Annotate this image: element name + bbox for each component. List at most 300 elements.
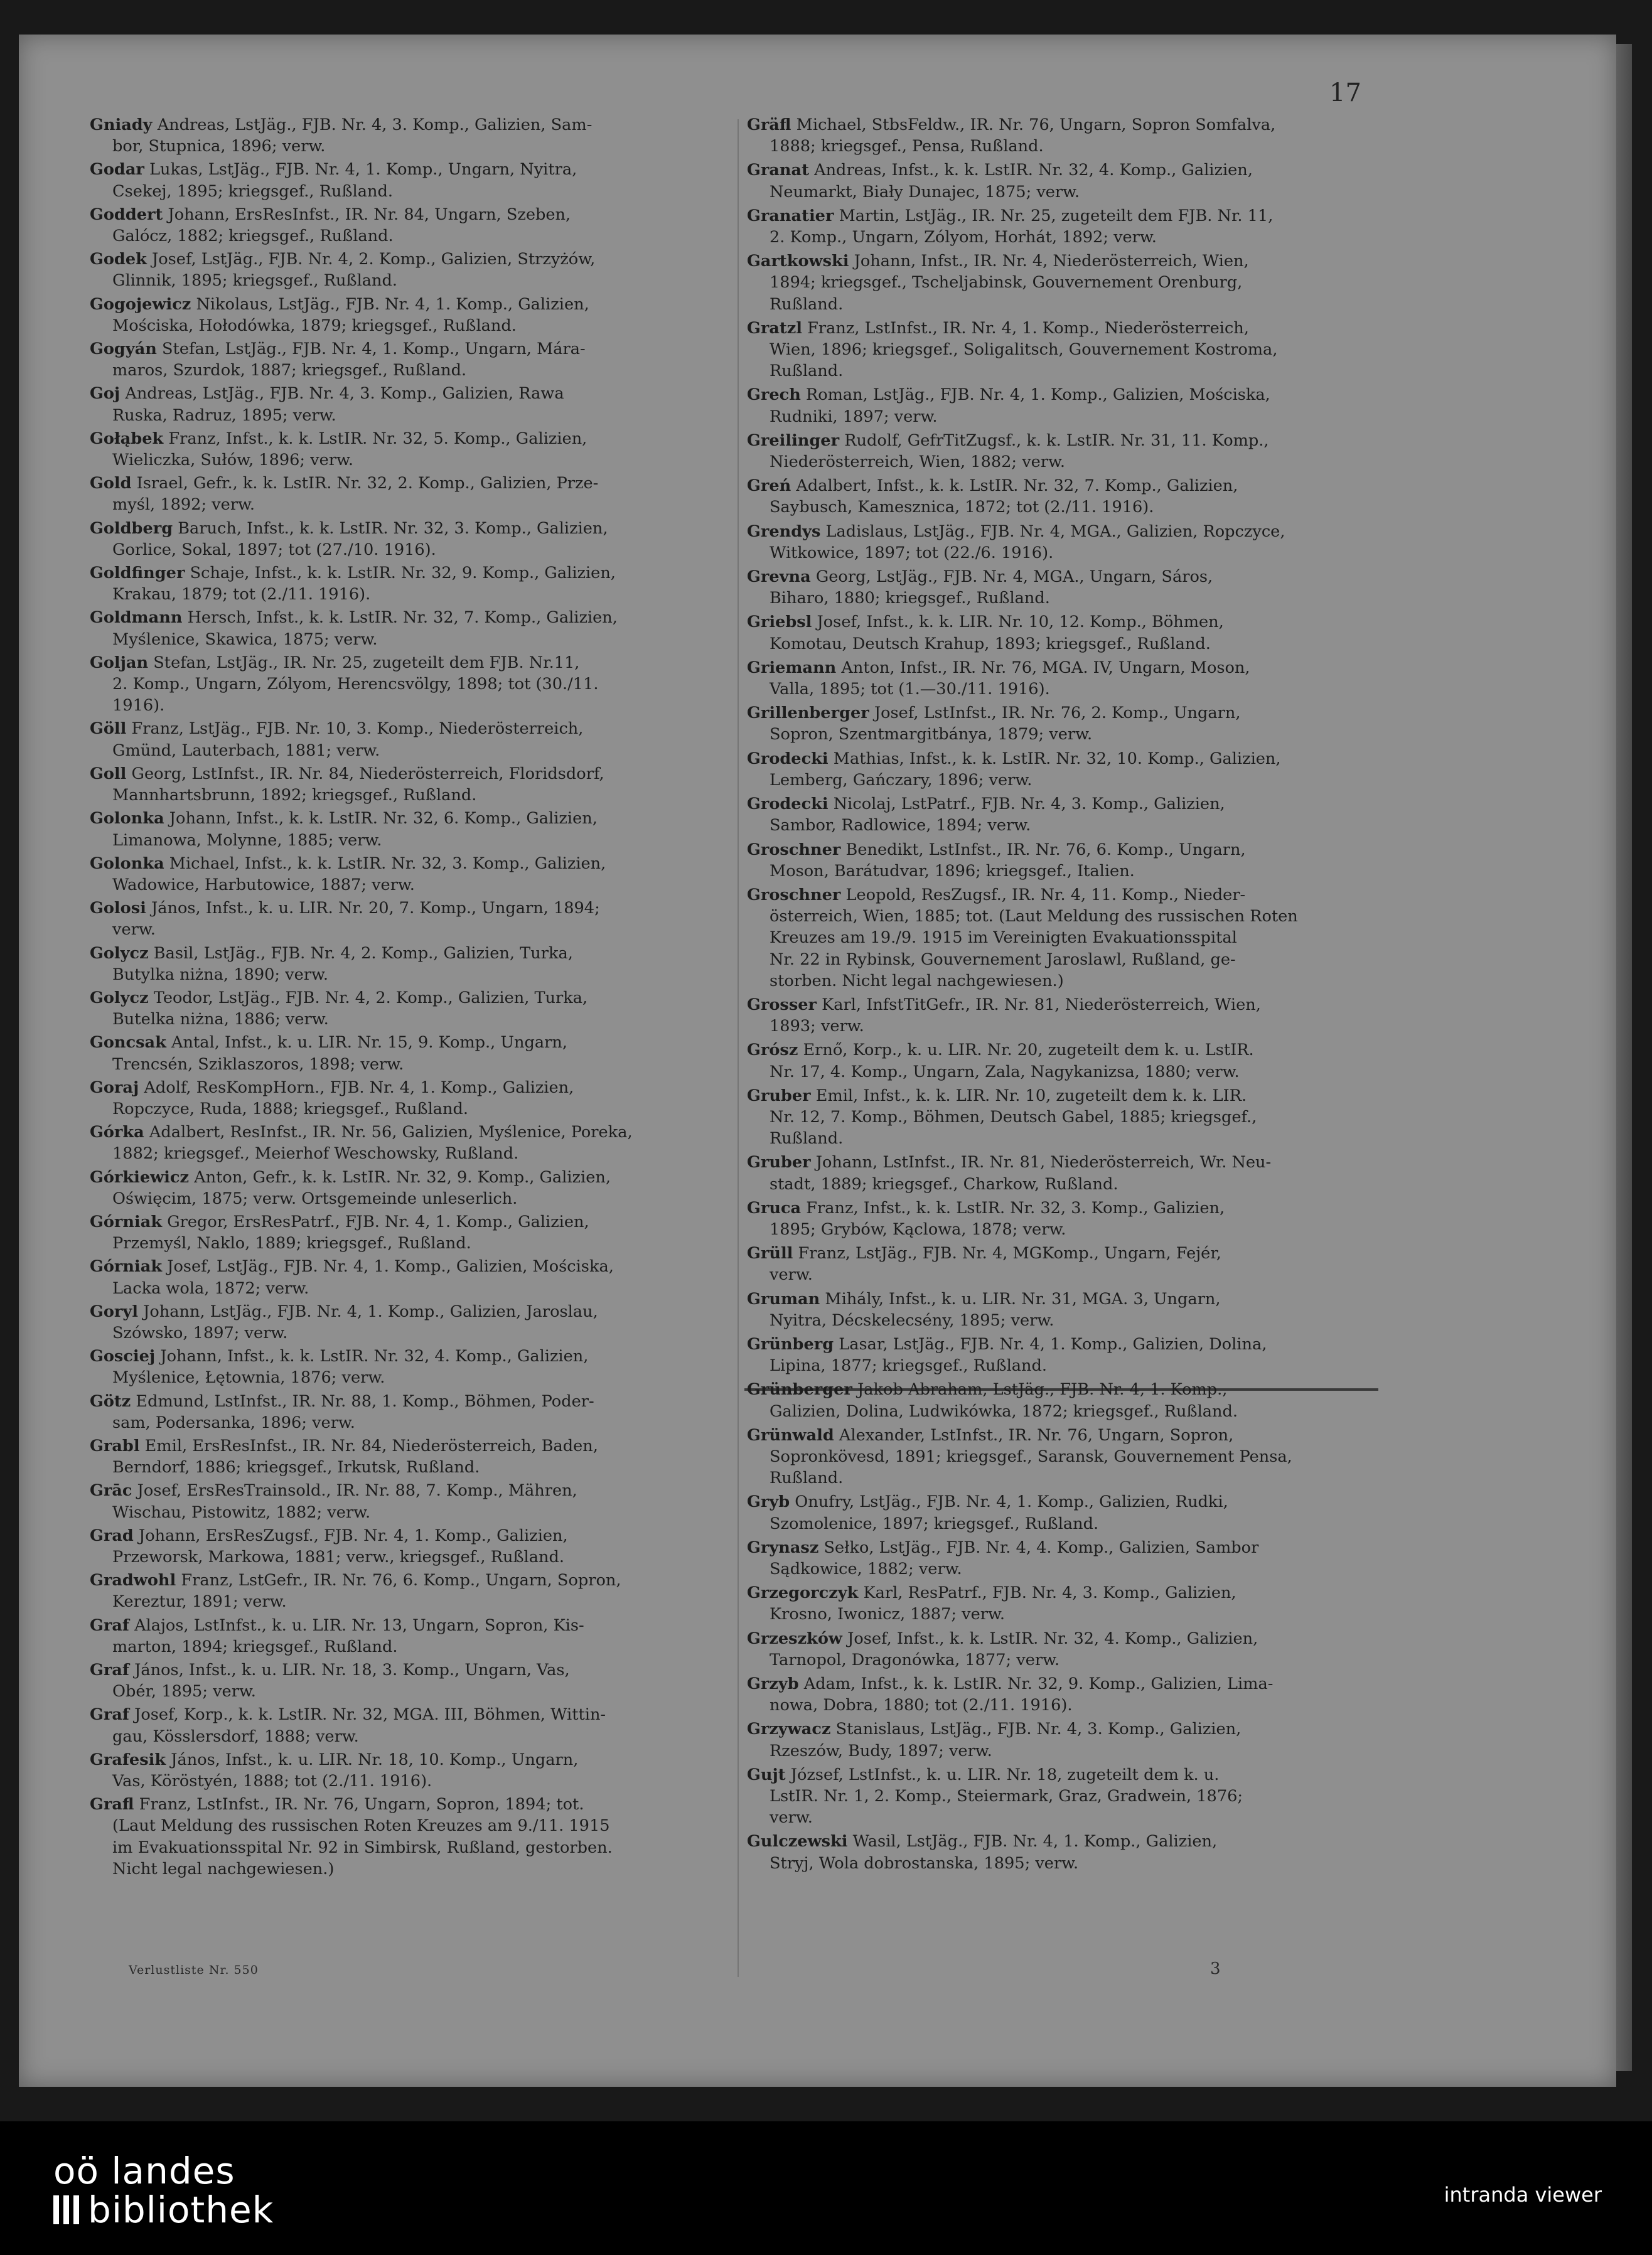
entry-surname: Graf	[90, 1705, 129, 1725]
entry-first-line: Grosser Karl, InfstTitGefr., IR. Nr. 81, Niederösterreich, Wien,	[747, 995, 1261, 1014]
entry-line: Limanowa, Molynne, 1885; verw.	[112, 830, 382, 850]
entry-first-line: Gruber Johann, LstInfst., IR. Nr. 81, Niederösterreich, Wr. Neu-	[747, 1153, 1272, 1172]
entry-first-line: Gniady Andreas, LstJäg., FJB. Nr. 4, 3. Komp., Galizien, Sam-	[90, 115, 593, 134]
entry-first-line: Goldmann Hersch, Infst., k. k. LstIR. Nr. 32, 7. Komp., Galizien,	[90, 608, 618, 628]
entry-surname: Gartkowski	[747, 252, 849, 271]
entry-first-line: Gratzl Franz, LstInfst., IR. Nr. 4, 1. Komp., Niederösterreich,	[747, 318, 1249, 338]
entry-first-line: Gryb Onufry, LstJäg., FJB. Nr. 4, 1. Komp., Galizien, Rudki,	[747, 1492, 1228, 1512]
list-entry	[90, 562, 724, 605]
entry-line: Krosno, Iwonicz, 1887; verw.	[770, 1605, 1005, 1624]
entry-first-line: Goraj Adolf, ResKompHorn., FJB. Nr. 4, 1. Komp., Galizien,	[90, 1078, 574, 1097]
entry-line: 1895; Grybów, Kąclowa, 1878; verw.	[770, 1219, 1066, 1239]
entry-line: storben. Nicht legal nachgewiesen.)	[770, 971, 1064, 990]
entry-surname: Götz	[90, 1391, 131, 1411]
entry-surname: Grünberg	[747, 1334, 834, 1354]
list-entry	[747, 1673, 1381, 1716]
entry-line: Neumarkt, Biały Dunajec, 1875; verw.	[770, 182, 1080, 201]
entry-first-line: Gartkowski Johann, Infst., IR. Nr. 4, Niederösterreich, Wien,	[747, 252, 1249, 271]
entry-surname: Grodecki	[747, 749, 829, 768]
entry-first-line: Graf Alajos, LstInfst., k. u. LIR. Nr. 13, Ungarn, Sopron, Kis-	[90, 1615, 584, 1635]
entry-surname: Gogojewicz	[90, 294, 191, 314]
entry-line: Przeworsk, Markowa, 1881; verw., kriegsgef., Rußland.	[112, 1548, 564, 1567]
entry-first-line: Gosciej Johann, Infst., k. k. LstIR. Nr. 32, 4. Komp., Galizien,	[90, 1347, 589, 1366]
list-entry	[90, 1032, 724, 1074]
entry-first-line: Gulczewski Wasil, LstJäg., FJB. Nr. 4, 1. Komp., Galizien,	[747, 1832, 1218, 1851]
list-entry	[90, 518, 724, 560]
entry-line: Nicht legal nachgewiesen.)	[112, 1859, 335, 1878]
list-entry	[90, 1077, 724, 1120]
entry-first-line: Goljan Stefan, LstJäg., IR. Nr. 25, zugeteilt dem FJB. Nr.11,	[90, 653, 580, 672]
viewer-label[interactable]: intranda viewer	[1444, 2183, 1602, 2207]
entry-line: Lacka wola, 1872; verw.	[112, 1278, 309, 1298]
left-column	[90, 114, 724, 1880]
entry-line: Wien, 1896; kriegsgef., Soligalitsch, Gouvernement Kostroma,	[770, 340, 1278, 360]
entry-surname: Groschner	[747, 885, 841, 904]
entry-surname: Graf	[90, 1661, 129, 1680]
entry-first-line: Göll Franz, LstJäg., FJB. Nr. 10, 3. Komp., Niederösterreich,	[90, 719, 584, 739]
entry-line: Nyitra, Décskelecsény, 1895; verw.	[770, 1310, 1054, 1330]
entry-first-line: Górniak Josef, LstJäg., FJB. Nr. 4, 1. Komp., Galizien, Mościska,	[90, 1257, 614, 1277]
list-entry	[747, 1039, 1381, 1082]
list-entry	[747, 475, 1381, 518]
list-entry	[90, 987, 724, 1030]
list-entry	[90, 853, 724, 896]
list-entry	[747, 1537, 1381, 1580]
entry-first-line: Grabl Emil, ErsResInfst., IR. Nr. 84, Niederösterreich, Baden,	[90, 1436, 598, 1455]
entry-line: marton, 1894; kriegsgef., Rußland.	[112, 1637, 398, 1656]
entry-surname: Grüll	[747, 1244, 793, 1263]
entry-surname: Gräfl	[747, 115, 791, 134]
entry-line: Nr. 12, 7. Komp., Böhmen, Deutsch Gabel, 1885; kriegsgef.,	[770, 1107, 1257, 1127]
entry-surname: Goljan	[90, 653, 149, 672]
entry-line: Sopronkövesd, 1891; kriegsgef., Saransk, Gouvernement Pensa,	[770, 1447, 1292, 1466]
entry-line: 1916).	[112, 696, 165, 715]
list-entry	[90, 1480, 724, 1523]
list-entry	[90, 1659, 724, 1702]
list-entry	[90, 428, 724, 471]
list-entry	[747, 250, 1381, 315]
list-entry	[747, 1152, 1381, 1194]
entry-first-line: Griemann Anton, Infst., IR. Nr. 76, MGA. IV, Ungarn, Moson,	[747, 658, 1250, 677]
entry-surname: Grynasz	[747, 1538, 819, 1557]
entry-surname: Grósz	[747, 1041, 798, 1060]
list-entry	[90, 159, 724, 201]
list-entry	[90, 943, 724, 985]
entry-first-line: Grafesik János, Infst., k. u. LIR. Nr. 18, 10. Komp., Ungarn,	[90, 1750, 579, 1769]
list-entry	[747, 1243, 1381, 1285]
list-entry	[90, 1346, 724, 1388]
list-entry	[747, 1628, 1381, 1671]
entry-line: 1894; kriegsgef., Tscheljabinsk, Gouvernement Orenburg,	[770, 273, 1243, 292]
list-entry	[90, 652, 724, 717]
entry-line: Przemyśl, Naklo, 1889; kriegsgef., Rußland.	[112, 1234, 471, 1253]
footer-list-number: Verlustliste Nr. 550	[129, 1963, 259, 1977]
entry-line: Butylka niżna, 1890; verw.	[112, 965, 329, 984]
entry-first-line: Golycz Teodor, LstJäg., FJB. Nr. 4, 2. Komp., Galizien, Turka,	[90, 988, 588, 1007]
list-entry	[747, 566, 1381, 609]
list-entry	[90, 808, 724, 850]
entry-line: Moson, Barátudvar, 1896; kriegsgef., Italien.	[770, 861, 1135, 881]
list-entry	[747, 159, 1381, 202]
entry-surname: Grabl	[90, 1436, 140, 1455]
entry-line: nowa, Dobra, 1880; tot (2./11. 1916).	[770, 1696, 1073, 1715]
entry-first-line: Grevna Georg, LstJäg., FJB. Nr. 4, MGA., Ungarn, Sáros,	[747, 567, 1213, 587]
list-entry	[90, 1435, 724, 1478]
logo-line-1: oö landes	[53, 2150, 235, 2192]
entry-surname: Grzyb	[747, 1674, 799, 1694]
entry-surname: Gruber	[747, 1086, 811, 1105]
entry-surname: Goraj	[90, 1078, 139, 1097]
footer-sheet-number: 3	[1210, 1959, 1221, 1978]
entry-line: Sądkowice, 1882; verw.	[770, 1560, 962, 1578]
list-entry	[90, 249, 724, 291]
entry-first-line: Goryl Johann, LstJäg., FJB. Nr. 4, 1. Komp., Galizien, Jaroslau,	[90, 1302, 598, 1321]
list-entry	[90, 1704, 724, 1747]
entry-first-line: Grāc Josef, ErsResTrainsold., IR. Nr. 88, 7. Komp., Mähren,	[90, 1481, 577, 1501]
entry-line: Komotau, Deutsch Krahup, 1893; kriegsgef., Rußland.	[770, 634, 1211, 653]
entry-surname: Gogyán	[90, 340, 157, 359]
list-entry	[747, 748, 1381, 791]
entry-surname: Gradwohl	[90, 1571, 176, 1590]
entry-surname: Gulczewski	[747, 1832, 848, 1851]
logo-line-2	[53, 2190, 274, 2229]
logo-line-2-text: bibliothek	[88, 2188, 274, 2231]
entry-first-line: Grünberger Jakob Abraham, LstJäg., FJB. Nr. 4, 1. Komp.,	[747, 1380, 1228, 1400]
entry-first-line: Grad Johann, ErsResZugsf., FJB. Nr. 4, 1. Komp., Galizien,	[90, 1526, 568, 1545]
entry-line: verw.	[770, 1808, 813, 1828]
list-entry	[90, 383, 724, 426]
list-entry	[90, 1570, 724, 1612]
entry-surname: Grzywacz	[747, 1720, 831, 1739]
entry-first-line: Grünwald Alexander, LstInfst., IR. Nr. 76, Ungarn, Sopron,	[747, 1425, 1234, 1445]
entry-first-line: Godek Josef, LstJäg., FJB. Nr. 4, 2. Komp., Galizien, Strzyżów,	[90, 250, 596, 269]
entry-line: Csekej, 1895; kriegsgef., Rußland.	[112, 181, 394, 201]
entry-surname: Golosi	[90, 899, 146, 918]
entry-line: Nr. 17, 4. Komp., Ungarn, Zala, Nagykanizsa, 1880; verw.	[770, 1062, 1240, 1081]
entry-surname: Gniady	[90, 115, 153, 134]
list-entry	[90, 763, 724, 806]
list-entry	[747, 1831, 1381, 1873]
entry-line: 1882; kriegsgef., Meierhof Weschowsky, Rußland.	[112, 1144, 519, 1164]
entry-surname: Greilinger	[747, 431, 840, 450]
entry-line: Myślenice, Łętownia, 1876; verw.	[112, 1368, 385, 1388]
list-entry	[747, 994, 1381, 1037]
entry-first-line: Golycz Basil, LstJäg., FJB. Nr. 4, 2. Komp., Galizien, Turka,	[90, 943, 573, 963]
entry-first-line: Goncsak Antal, Infst., k. u. LIR. Nr. 15, 9. Komp., Ungarn,	[90, 1033, 567, 1053]
entry-first-line: Granatier Martin, LstJäg., IR. Nr. 25, zugeteilt dem FJB. Nr. 11,	[747, 206, 1274, 225]
entry-surname: Gruber	[747, 1153, 811, 1172]
entry-surname: Golycz	[90, 988, 149, 1007]
entry-first-line: Grendys Ladislaus, LstJäg., FJB. Nr. 4, MGA., Galizien, Ropczyce,	[747, 522, 1285, 541]
entry-first-line: Golonka Johann, Infst., k. k. LstIR. Nr. 32, 6. Komp., Galizien,	[90, 809, 598, 828]
entry-line: Vas, Köröstyén, 1888; tot (2./11. 1916).	[112, 1772, 432, 1791]
entry-line: 1888; kriegsgef., Pensa, Rußland.	[770, 137, 1044, 156]
list-entry	[90, 1749, 724, 1792]
entry-first-line: Goldberg Baruch, Infst., k. k. LstIR. Nr. 32, 3. Komp., Galizien,	[90, 518, 608, 538]
entry-surname: Grech	[747, 385, 801, 405]
list-entry	[90, 1122, 724, 1164]
entry-surname: Grevna	[747, 567, 811, 587]
entry-first-line: Górka Adalbert, ResInfst., IR. Nr. 56, Galizien, Myślenice, Poreka,	[90, 1123, 633, 1142]
entry-line: Rußland.	[770, 1129, 844, 1149]
entry-line: Nr. 22 in Rybinsk, Gouvernement Jaroslawl, Rußland, ge-	[770, 950, 1236, 969]
entry-line: Gmünd, Lauterbach, 1881; verw.	[112, 741, 380, 760]
entry-line: Lemberg, Gańczary, 1896; verw.	[770, 770, 1032, 790]
entry-surname: Göll	[90, 719, 127, 739]
entry-line: Wischau, Pistowitz, 1882; verw.	[112, 1502, 371, 1522]
list-entry	[747, 1425, 1381, 1489]
entry-surname: Greń	[747, 476, 791, 496]
entry-surname: Grosser	[747, 995, 817, 1014]
list-entry	[747, 1288, 1381, 1331]
entry-surname: Granatier	[747, 206, 834, 225]
entry-line: Lipina, 1877; kriegsgef., Rußland.	[770, 1356, 1048, 1376]
list-entry	[90, 114, 724, 157]
entry-line: Galócz, 1882; kriegsgef., Rußland.	[112, 227, 394, 246]
entry-surname: Gold	[90, 474, 132, 493]
entry-first-line: Goldfinger Schaje, Infst., k. k. LstIR. Nr. 32, 9. Komp., Galizien,	[90, 564, 616, 583]
entry-surname: Goll	[90, 764, 127, 783]
entry-surname: Goj	[90, 384, 121, 404]
entry-surname: Gratzl	[747, 318, 803, 338]
entry-line: Biharo, 1880; kriegsgef., Rußland.	[770, 589, 1050, 608]
entry-first-line: Gruber Emil, Infst., k. k. LIR. Nr. 10, zugeteilt dem k. k. LIR.	[747, 1086, 1247, 1105]
entry-first-line: Groschner Benedikt, LstInfst., IR. Nr. 76, 6. Komp., Ungarn,	[747, 840, 1246, 859]
entry-first-line: Groschner Leopold, ResZugsf., IR. Nr. 4, 11. Komp., Nieder-	[747, 885, 1246, 904]
entry-surname: Gruca	[747, 1198, 802, 1218]
entry-surname: Gruman	[747, 1289, 820, 1309]
entry-surname: Górniak	[90, 1212, 163, 1231]
entry-first-line: Gruca Franz, Infst., k. k. LstIR. Nr. 32, 3. Komp., Galizien,	[747, 1198, 1225, 1218]
right-column	[747, 114, 1381, 1874]
entry-line: Ruska, Radruz, 1895; verw.	[112, 405, 336, 425]
entry-surname: Grad	[90, 1526, 134, 1545]
list-entry	[747, 1085, 1381, 1150]
entry-line: Kereztur, 1891; verw.	[112, 1592, 287, 1612]
entry-first-line: Greilinger Rudolf, GefrTitZugsf., k. k. LstIR. Nr. 31, 11. Komp.,	[747, 431, 1269, 450]
library-logo[interactable]	[53, 2151, 274, 2229]
entry-surname: Grünwald	[747, 1425, 834, 1445]
list-entry	[747, 1718, 1381, 1761]
entry-line: Obér, 1895; verw.	[112, 1682, 256, 1701]
list-entry	[747, 611, 1381, 654]
list-entry	[90, 204, 724, 247]
entry-line: Trencsén, Sziklaszoros, 1898; verw.	[112, 1054, 404, 1074]
entry-first-line: Gräfl Michael, StbsFeldw., IR. Nr. 76, Ungarn, Sopron Somfalva,	[747, 115, 1276, 134]
entry-line: 1893; verw.	[770, 1017, 864, 1036]
entry-line: Szomolenice, 1897; kriegsgef., Rußland.	[770, 1514, 1099, 1533]
entry-line: im Evakuationsspital Nr. 92 in Simbirsk, Rußland, gestorben.	[112, 1838, 613, 1857]
entry-surname: Goddert	[90, 205, 163, 224]
entry-first-line: Gołąbek Franz, Infst., k. k. LstIR. Nr. 32, 5. Komp., Galizien,	[90, 429, 587, 448]
entry-surname: Górka	[90, 1123, 144, 1142]
entry-surname: Goncsak	[90, 1033, 166, 1053]
entry-first-line: Goddert Johann, ErsResInfst., IR. Nr. 84, Ungarn, Szeben,	[90, 205, 571, 224]
entry-first-line: Gradwohl Franz, LstGefr., IR. Nr. 76, 6. Komp., Ungarn, Sopron,	[90, 1571, 621, 1590]
list-entry	[90, 1615, 724, 1658]
list-entry	[747, 114, 1381, 157]
list-entry	[90, 718, 724, 761]
entry-first-line: Graf János, Infst., k. u. LIR. Nr. 18, 3. Komp., Ungarn, Vas,	[90, 1661, 570, 1680]
list-entry	[747, 1197, 1381, 1240]
entry-line: Galizien, Dolina, Ludwikówka, 1872; kriegsgef., Rußland.	[770, 1401, 1238, 1421]
entry-first-line: Grillenberger Josef, LstInfst., IR. Nr. 76, 2. Komp., Ungarn,	[747, 704, 1241, 723]
entry-surname: Grillenberger	[747, 704, 869, 723]
list-entry	[747, 1764, 1381, 1829]
entry-first-line: Grzyb Adam, Infst., k. k. LstIR. Nr. 32, 9. Komp., Galizien, Lima-	[747, 1674, 1274, 1694]
column-divider	[738, 119, 739, 1977]
entry-surname: Grzegorczyk	[747, 1583, 859, 1603]
entry-first-line: Grósz Ernő, Korp., k. u. LIR. Nr. 20, zugeteilt dem k. u. LstIR.	[747, 1041, 1254, 1060]
entry-line: LstIR. Nr. 1, 2. Komp., Steiermark, Graz, Gradwein, 1876;	[770, 1787, 1243, 1806]
list-entry	[90, 1256, 724, 1299]
entry-surname: Goryl	[90, 1302, 139, 1321]
list-entry	[747, 1334, 1381, 1376]
list-entry	[747, 1379, 1381, 1422]
entry-surname: Golonka	[90, 854, 164, 873]
list-entry	[747, 793, 1381, 836]
entry-line: Rußland.	[770, 1469, 844, 1488]
entry-surname: Graf	[90, 1615, 129, 1635]
entry-line: Kreuzes am 19./9. 1915 im Vereinigten Evakuationsspital	[770, 928, 1237, 948]
entry-first-line: Goj Andreas, LstJäg., FJB. Nr. 4, 3. Komp., Galizien, Rawa	[90, 384, 564, 404]
entry-first-line: Granat Andreas, Infst., k. k. LstIR. Nr. 32, 4. Komp., Galizien,	[747, 161, 1253, 180]
entry-line: Wadowice, Harbutowice, 1887; verw.	[112, 875, 415, 894]
entry-surname: Górniak	[90, 1257, 163, 1277]
entry-first-line: Golonka Michael, Infst., k. k. LstIR. Nr. 32, 3. Komp., Galizien,	[90, 854, 606, 873]
entry-line: 2. Komp., Ungarn, Zólyom, Herencsvölgy, 1898; tot (30./11.	[112, 675, 599, 694]
list-entry	[90, 1301, 724, 1344]
entry-surname: Grodecki	[747, 795, 829, 814]
entry-line: Szówsko, 1897; verw.	[112, 1323, 288, 1342]
entry-surname: Golonka	[90, 809, 164, 828]
list-entry	[90, 294, 724, 336]
entry-surname: Groschner	[747, 840, 841, 859]
list-entry	[90, 607, 724, 650]
entry-first-line: Gujt József, LstInfst., k. u. LIR. Nr. 18, zugeteilt dem k. u.	[747, 1765, 1220, 1784]
entry-line: Berndorf, 1886; kriegsgef., Irkutsk, Rußland.	[112, 1458, 480, 1477]
entry-first-line: Gruman Mihály, Infst., k. u. LIR. Nr. 31, MGA. 3, Ungarn,	[747, 1289, 1221, 1309]
entry-line: Krakau, 1879; tot (2./11. 1916).	[112, 585, 371, 604]
entry-line: Sopron, Szentmargitbánya, 1879; verw.	[770, 725, 1093, 744]
list-entry	[90, 1211, 724, 1254]
entry-surname: Grafl	[90, 1795, 134, 1814]
entry-line: Sambor, Radlowice, 1894; verw.	[770, 816, 1031, 835]
list-entry	[747, 839, 1381, 882]
entry-line: Mościska, Hołodówka, 1879; kriegsgef., Rußland.	[112, 316, 517, 335]
list-entry	[747, 884, 1381, 992]
entry-line: maros, Szurdok, 1887; kriegsgef., Rußland.	[112, 361, 467, 380]
list-entry	[747, 657, 1381, 700]
entry-line: Rußland.	[770, 294, 844, 314]
entry-line: Oświęcim, 1875; verw. Ortsgemeinde unleserlich.	[112, 1189, 518, 1208]
list-entry	[747, 702, 1381, 745]
entry-first-line: Götz Edmund, LstInfst., IR. Nr. 88, 1. Komp., Böhmen, Poder-	[90, 1391, 594, 1411]
entry-surname: Gosciej	[90, 1347, 156, 1366]
entry-surname: Grendys	[747, 522, 821, 541]
entry-line: Stryj, Wola dobrostanska, 1895; verw.	[770, 1853, 1079, 1873]
list-entry	[90, 473, 724, 515]
entry-surname: Goldmann	[90, 608, 183, 628]
entry-line: Mannhartsbrunn, 1892; kriegsgef., Rußland.	[112, 786, 477, 805]
entry-line: 2. Komp., Ungarn, Zólyom, Horhát, 1892; verw.	[770, 228, 1157, 247]
list-entry	[747, 1491, 1381, 1534]
entry-first-line: Gogyán Stefan, LstJäg., FJB. Nr. 4, 1. Komp., Ungarn, Mára-	[90, 340, 586, 359]
entry-line: stadt, 1889; kriegsgef., Charkow, Rußland.	[770, 1174, 1118, 1194]
entry-surname: Goldberg	[90, 518, 173, 538]
logo-bars-icon	[53, 2195, 79, 2224]
list-entry	[747, 318, 1381, 382]
entry-first-line: Godar Lukas, LstJäg., FJB. Nr. 4, 1. Komp., Ungarn, Nyitra,	[90, 160, 577, 179]
entry-line: Niederösterreich, Wien, 1882; verw.	[770, 453, 1066, 472]
entry-first-line: Griebsl Josef, Infst., k. k. LIR. Nr. 10, 12. Komp., Böhmen,	[747, 613, 1224, 632]
entry-surname: Grzeszków	[747, 1629, 842, 1648]
entry-first-line: Grüll Franz, LstJäg., FJB. Nr. 4, MGKomp., Ungarn, Fejér,	[747, 1244, 1221, 1263]
entry-surname: Griemann	[747, 658, 837, 677]
entry-line: Myślenice, Skawica, 1875; verw.	[112, 629, 378, 649]
entry-surname: Gryb	[747, 1492, 790, 1512]
entry-first-line: Grzegorczyk Karl, ResPatrf., FJB. Nr. 4, 3. Komp., Galizien,	[747, 1583, 1236, 1603]
entry-first-line: Grünberg Lasar, LstJäg., FJB. Nr. 4, 1. Komp., Galizien, Dolina,	[747, 1334, 1267, 1354]
entry-surname: Griebsl	[747, 613, 812, 632]
entry-surname: Godar	[90, 160, 144, 179]
entry-surname: Gołąbek	[90, 429, 164, 448]
entry-line: myśl, 1892; verw.	[112, 495, 255, 515]
entry-first-line: Gogojewicz Nikolaus, LstJäg., FJB. Nr. 4, 1. Komp., Galizien,	[90, 294, 589, 314]
list-entry	[747, 384, 1381, 427]
entry-surname: Grafesik	[90, 1750, 166, 1769]
entry-first-line: Grodecki Nicolaj, LstPatrf., FJB. Nr. 4, 3. Komp., Galizien,	[747, 795, 1225, 814]
entry-line: österreich, Wien, 1885; tot. (Laut Meldung des russischen Roten	[770, 907, 1298, 926]
entry-line: Rudniki, 1897; verw.	[770, 407, 938, 426]
entry-surname: Goldfinger	[90, 564, 185, 583]
list-entry	[90, 1525, 724, 1568]
entry-line: Rußland.	[770, 362, 844, 381]
entry-first-line: Grafl Franz, LstInfst., IR. Nr. 76, Ungarn, Sopron, 1894; tot.	[90, 1795, 584, 1814]
entry-first-line: Golosi János, Infst., k. u. LIR. Nr. 20, 7. Komp., Ungarn, 1894;	[90, 899, 600, 918]
entry-first-line: Grzeszków Josef, Infst., k. k. LstIR. Nr. 32, 4. Komp., Galizien,	[747, 1629, 1258, 1648]
entry-first-line: Górkiewicz Anton, Gefr., k. k. LstIR. Nr. 32, 9. Komp., Galizien,	[90, 1167, 611, 1187]
entry-first-line: Grodecki Mathias, Infst., k. k. LstIR. Nr. 32, 10. Komp., Galizien,	[747, 749, 1281, 768]
list-entry	[747, 521, 1381, 564]
entry-surname: Gujt	[747, 1765, 786, 1784]
entry-line: verw.	[770, 1265, 813, 1285]
entry-line: Tarnopol, Dragonówka, 1877; verw.	[770, 1650, 1060, 1669]
list-entry	[90, 897, 724, 940]
entry-first-line: Grynasz Sełko, LstJäg., FJB. Nr. 4, 4. Komp., Galizien, Sambor	[747, 1538, 1259, 1557]
entry-surname: Godek	[90, 250, 147, 269]
entry-line: Gorlice, Sokal, 1897; tot (27./10. 1916).	[112, 540, 436, 559]
list-entry	[90, 338, 724, 381]
entry-line: Rzeszów, Budy, 1897; verw.	[770, 1741, 992, 1760]
entry-first-line: Gold Israel, Gefr., k. k. LstIR. Nr. 32, 2. Komp., Galizien, Prze-	[90, 474, 599, 493]
entry-line: Wieliczka, Sułów, 1896; verw.	[112, 451, 354, 470]
entry-surname: Granat	[747, 161, 809, 180]
entry-line: Valla, 1895; tot (1.—30./11. 1916).	[770, 680, 1050, 699]
list-entry	[90, 1391, 724, 1433]
entry-first-line: Grech Roman, LstJäg., FJB. Nr. 4, 1. Komp., Galizien, Mościska,	[747, 385, 1270, 405]
entry-surname: Golycz	[90, 943, 149, 963]
entry-line: bor, Stupnica, 1896; verw.	[112, 137, 326, 156]
entry-surname: Grünberger	[747, 1380, 852, 1400]
entry-surname: Grāc	[90, 1481, 132, 1501]
list-entry	[747, 205, 1381, 248]
entry-first-line: Goll Georg, LstInfst., IR. Nr. 84, Niederösterreich, Floridsdorf,	[90, 764, 604, 783]
page-number: 17	[1329, 78, 1361, 107]
entry-line: Glinnik, 1895; kriegsgef., Rußland.	[112, 271, 398, 291]
entry-line: verw.	[112, 920, 156, 940]
entry-surname: Górkiewicz	[90, 1167, 190, 1187]
